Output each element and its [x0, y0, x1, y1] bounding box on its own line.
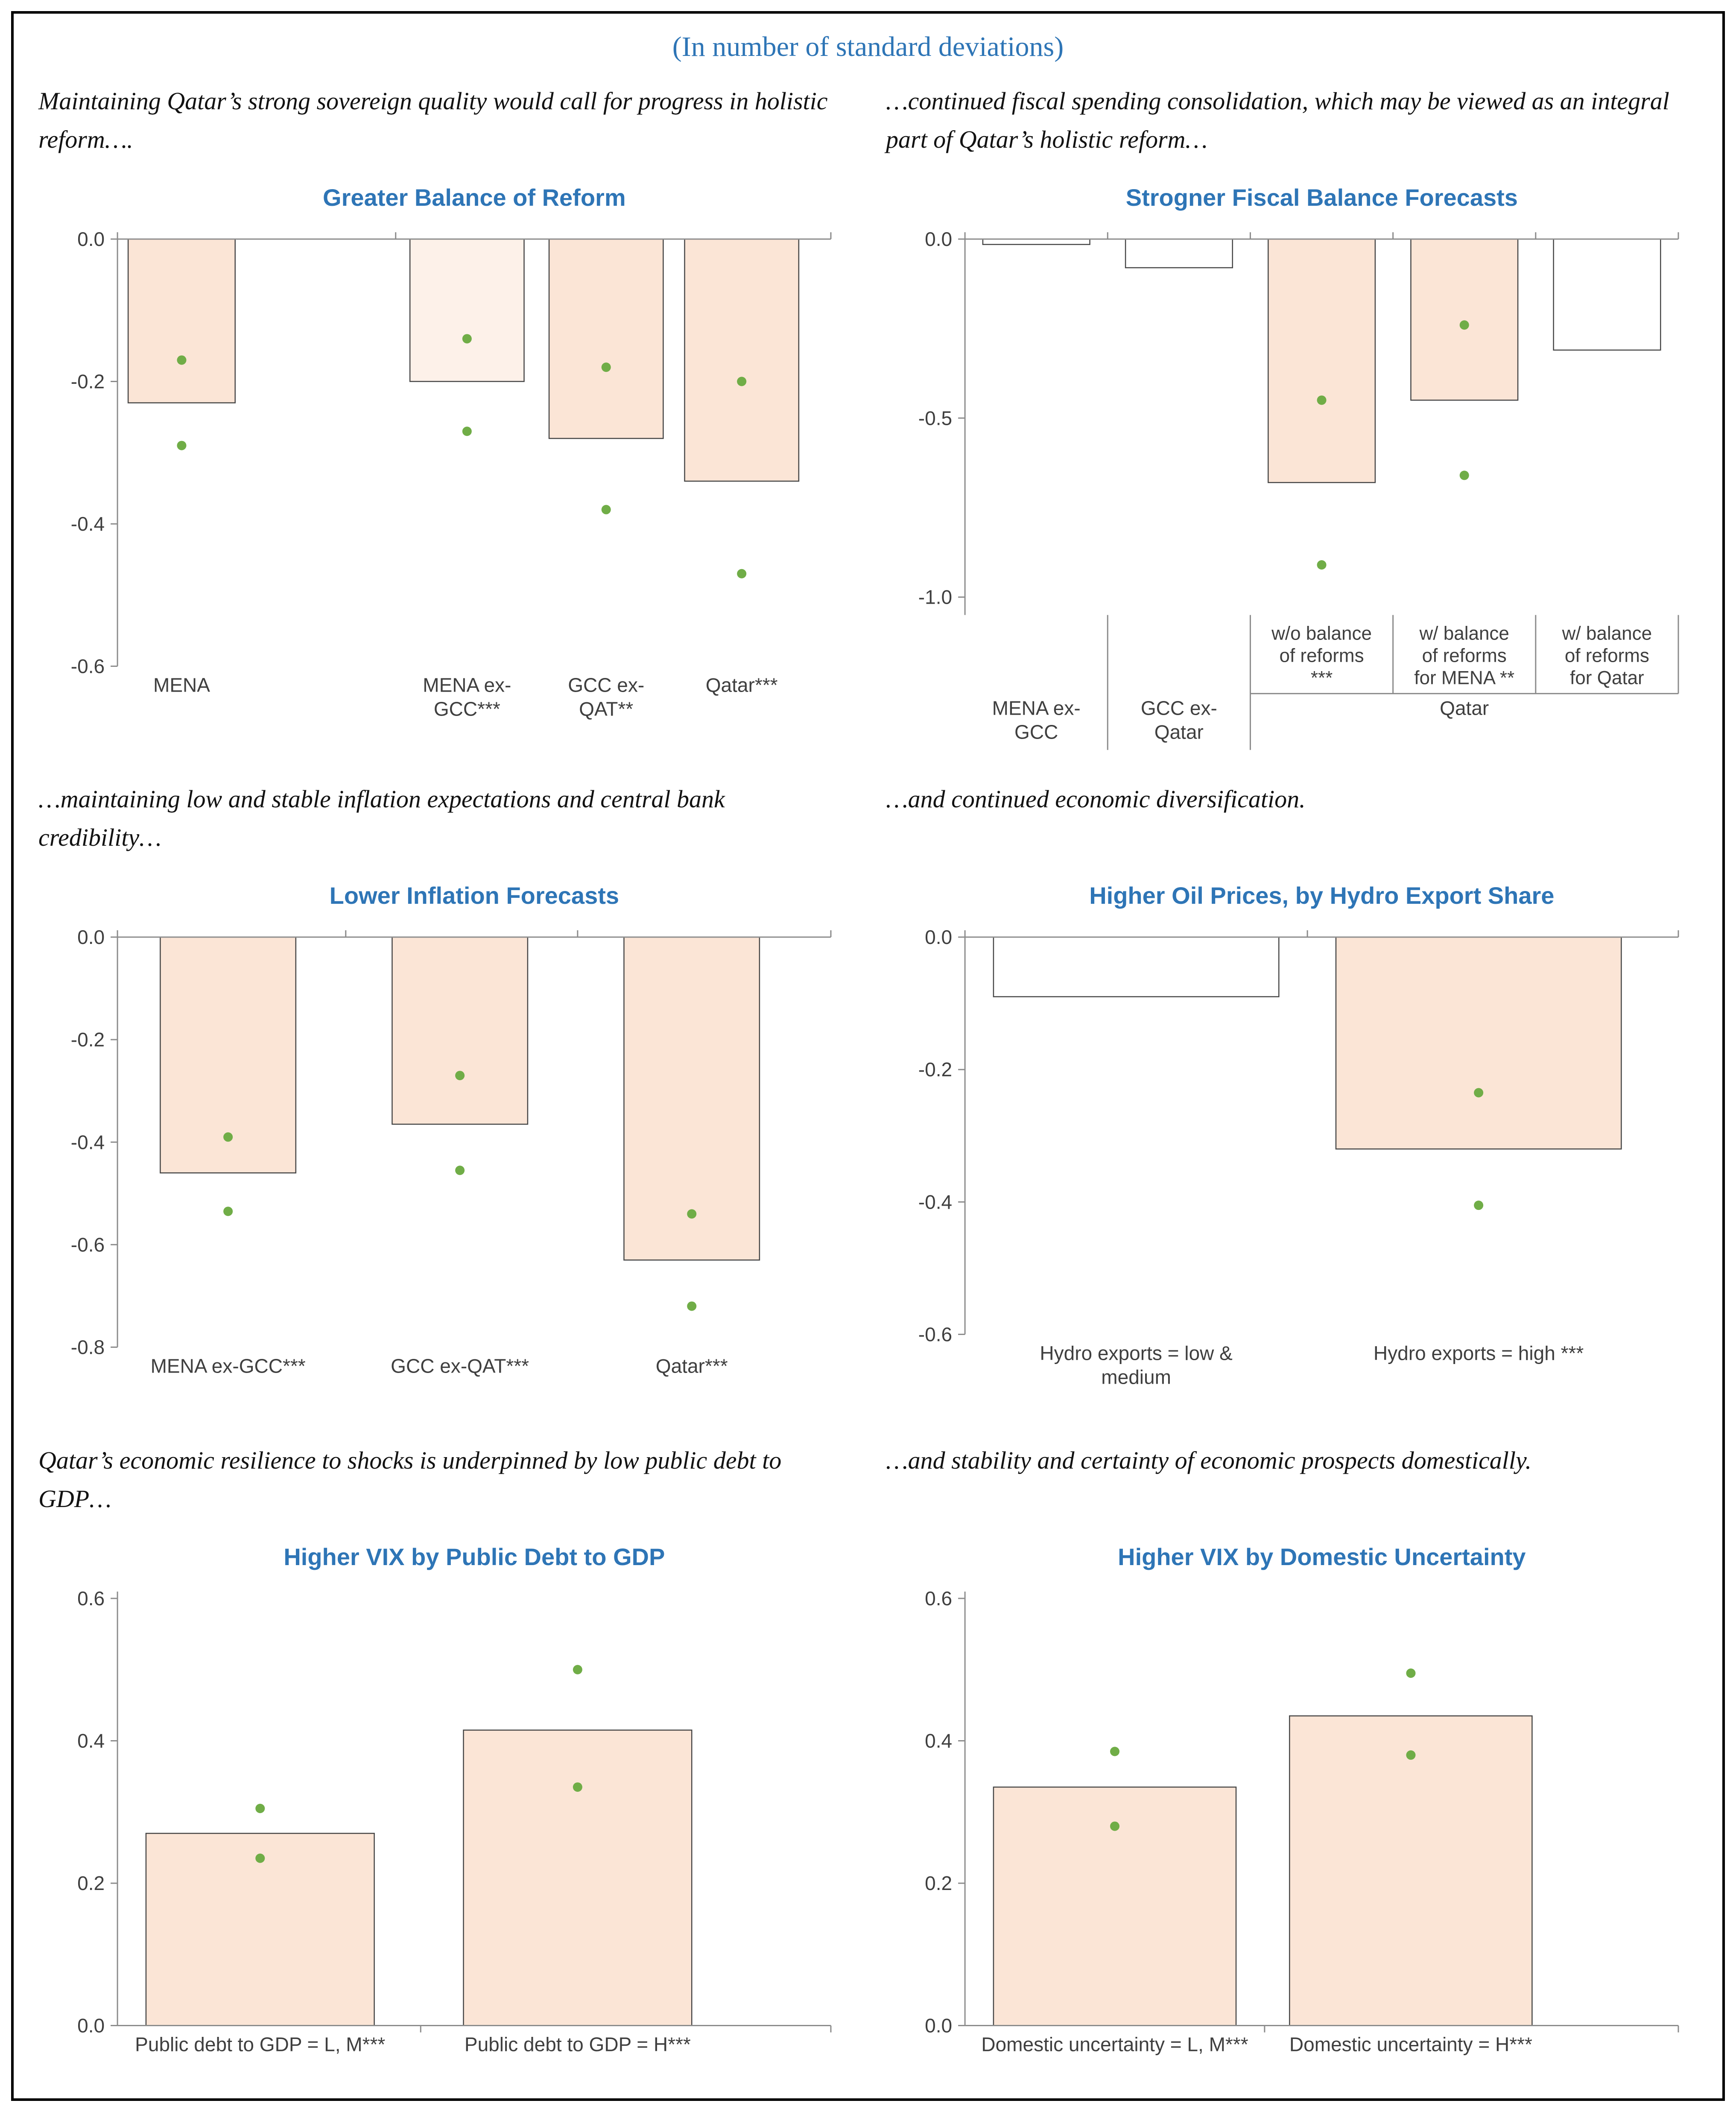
data-point-dot	[223, 1133, 233, 1142]
y-tick-label: -0.4	[918, 1191, 953, 1213]
chart-lower-inflation-forecasts	[38, 882, 850, 1403]
category-label: MENA ex-GCC***	[150, 1355, 306, 1377]
y-tick-label: -0.5	[918, 407, 953, 429]
y-tick-label: 0.0	[77, 228, 105, 251]
sub-category-label: of reforms	[1279, 645, 1364, 666]
sub-category-label: w/ balance	[1562, 623, 1652, 644]
data-point-dot	[602, 505, 611, 514]
data-point-dot	[223, 1207, 233, 1216]
data-point-dot	[177, 356, 186, 365]
chart-canvas-reform	[38, 216, 850, 746]
data-point-dot	[1110, 1747, 1119, 1756]
bar	[983, 239, 1090, 245]
data-point-dot	[602, 363, 611, 372]
panel-vix-debt	[38, 1441, 850, 2081]
chart-title: Greater Balance of Reform	[323, 184, 626, 211]
data-point-dot	[573, 1782, 582, 1792]
y-tick-label: -0.6	[70, 1233, 105, 1256]
chart-higher-vix-public-debt	[38, 1543, 850, 2081]
panel-caption: …and continued economic diversification.	[886, 785, 1306, 813]
y-tick-label: -0.6	[918, 1323, 953, 1346]
y-tick-label: 0.0	[77, 2014, 105, 2037]
panel-caption: …maintaining low and stable inflation expectations and central bank credibility…	[38, 785, 725, 851]
figure-subtitle: (In number of standard deviations)	[672, 31, 1064, 62]
sub-category-label: of reforms	[1422, 645, 1507, 666]
category-label: medium	[1101, 1366, 1171, 1389]
sub-category-label: ***	[1310, 667, 1333, 689]
data-point-dot	[1460, 471, 1469, 480]
y-tick-label: 0.2	[925, 1872, 953, 1895]
sub-category-label: for Qatar	[1570, 667, 1644, 689]
sub-category-label: for MENA **	[1414, 667, 1515, 689]
bar	[1125, 239, 1233, 268]
data-point-dot	[462, 427, 472, 436]
category-label: Public debt to GDP = H***	[464, 2033, 691, 2056]
bar	[1411, 239, 1518, 400]
bar	[1289, 1716, 1532, 2026]
y-tick-label: 0.4	[77, 1729, 105, 1752]
bar	[1336, 937, 1621, 1149]
y-tick-label: 0.6	[77, 1587, 105, 1610]
panel-caption: …and stability and certainty of economic prospects domestically.	[886, 1446, 1532, 1475]
y-tick-label: 0.6	[925, 1587, 953, 1610]
data-point-dot	[737, 569, 746, 578]
panel-caption: Maintaining Qatar’s strong sovereign quality would call for progress in holistic reform….	[38, 87, 828, 153]
category-label: Hydro exports = low &	[1040, 1342, 1233, 1364]
category-label: Domestic uncertainty = H***	[1289, 2033, 1532, 2056]
y-tick-label: -0.2	[70, 370, 105, 393]
y-tick-label: 0.0	[925, 2014, 953, 2037]
y-tick-label: 0.2	[77, 1872, 105, 1895]
category-label: Qatar***	[655, 1355, 728, 1377]
y-tick-label: -0.6	[70, 655, 105, 678]
data-point-dot	[1460, 321, 1469, 330]
y-tick-label: -0.2	[70, 1028, 105, 1051]
group-category-label: MENA ex-	[992, 697, 1081, 720]
chart-fiscal-balance-forecasts	[886, 184, 1698, 753]
y-tick-label: -1.0	[918, 586, 953, 608]
chart-canvas-fiscal	[886, 216, 1698, 753]
data-point-dot	[1474, 1088, 1483, 1098]
chart-canvas-vix-debt	[38, 1575, 850, 2081]
data-point-dot	[455, 1166, 465, 1175]
bar	[410, 239, 524, 381]
group-category-label: Qatar	[1440, 697, 1489, 720]
data-point-dot	[687, 1302, 696, 1311]
panel-reform	[38, 82, 850, 753]
data-point-dot	[255, 1804, 265, 1813]
category-label: QAT**	[579, 698, 634, 720]
bar	[464, 1730, 692, 2026]
chart-canvas-oil	[886, 914, 1698, 1414]
group-category-label: Qatar	[1154, 721, 1204, 744]
bar	[128, 239, 235, 403]
sub-category-label: w/ balance	[1419, 623, 1509, 644]
group-category-label: GCC	[1014, 721, 1058, 744]
chart-greater-balance-of-reform	[38, 184, 850, 746]
data-point-dot	[255, 1854, 265, 1863]
data-point-dot	[737, 377, 746, 386]
panel-oil	[886, 780, 1698, 1414]
data-point-dot	[1110, 1822, 1119, 1831]
y-tick-label: 0.4	[925, 1729, 953, 1752]
data-point-dot	[1406, 1750, 1415, 1760]
y-tick-label: -0.2	[918, 1058, 953, 1081]
y-tick-label: -0.8	[70, 1336, 105, 1358]
category-label: MENA ex-	[423, 674, 511, 696]
data-point-dot	[177, 441, 186, 450]
charts-grid	[38, 82, 1698, 2081]
category-label: Hydro exports = high ***	[1373, 1342, 1584, 1364]
y-tick-label: 0.0	[925, 926, 953, 949]
data-point-dot	[1474, 1201, 1483, 1210]
y-tick-label: -0.4	[70, 513, 105, 535]
category-label: GCC ex-QAT***	[391, 1355, 529, 1377]
bar	[1268, 239, 1375, 482]
chart-higher-vix-domestic-uncertainty	[886, 1543, 1698, 2081]
chart-higher-oil-prices	[886, 882, 1698, 1414]
chart-title: Higher VIX by Domestic Uncertainty	[1118, 1543, 1526, 1571]
y-tick-label: -0.4	[70, 1131, 105, 1154]
bar	[1554, 239, 1661, 350]
data-point-dot	[687, 1209, 696, 1219]
data-point-dot	[462, 334, 472, 344]
figure-frame	[11, 11, 1725, 2101]
chart-title: Strogner Fiscal Balance Forecasts	[1125, 184, 1518, 211]
chart-title: Higher VIX by Public Debt to GDP	[283, 1543, 665, 1571]
chart-canvas-inflation	[38, 914, 850, 1403]
sub-category-label: w/o balance	[1271, 623, 1372, 644]
data-point-dot	[1317, 396, 1327, 405]
panel-inflation	[38, 780, 850, 1414]
data-point-dot	[455, 1071, 465, 1081]
chart-title: Lower Inflation Forecasts	[329, 882, 619, 909]
bar	[994, 937, 1279, 997]
category-label: Public debt to GDP = L, M***	[135, 2033, 386, 2056]
category-label: MENA	[153, 674, 210, 696]
panel-caption: …continued fiscal spending consolidation, which may be viewed as an integral part of Qatar’s holistic reform…	[886, 87, 1669, 153]
category-label: Qatar***	[705, 674, 778, 696]
y-tick-label: 0.0	[925, 228, 953, 251]
category-label: GCC ex-	[568, 674, 645, 696]
sub-category-label: of reforms	[1564, 645, 1649, 666]
bar	[549, 239, 663, 438]
data-point-dot	[1406, 1669, 1415, 1678]
data-point-dot	[1317, 561, 1327, 570]
chart-canvas-vix-uncertainty	[886, 1575, 1698, 2081]
panel-fiscal	[886, 82, 1698, 753]
panel-vix-uncertainty	[886, 1441, 1698, 2081]
category-label: Domestic uncertainty = L, M***	[981, 2033, 1248, 2056]
bar	[392, 937, 527, 1124]
bar	[684, 239, 798, 481]
y-tick-label: 0.0	[77, 926, 105, 949]
chart-title: Higher Oil Prices, by Hydro Export Share	[1089, 882, 1555, 909]
group-category-label: GCC ex-	[1140, 697, 1217, 720]
category-label: GCC***	[433, 698, 500, 720]
panel-caption: Qatar’s economic resilience to shocks is underpinned by low public debt to GDP…	[38, 1446, 782, 1513]
data-point-dot	[573, 1665, 582, 1674]
